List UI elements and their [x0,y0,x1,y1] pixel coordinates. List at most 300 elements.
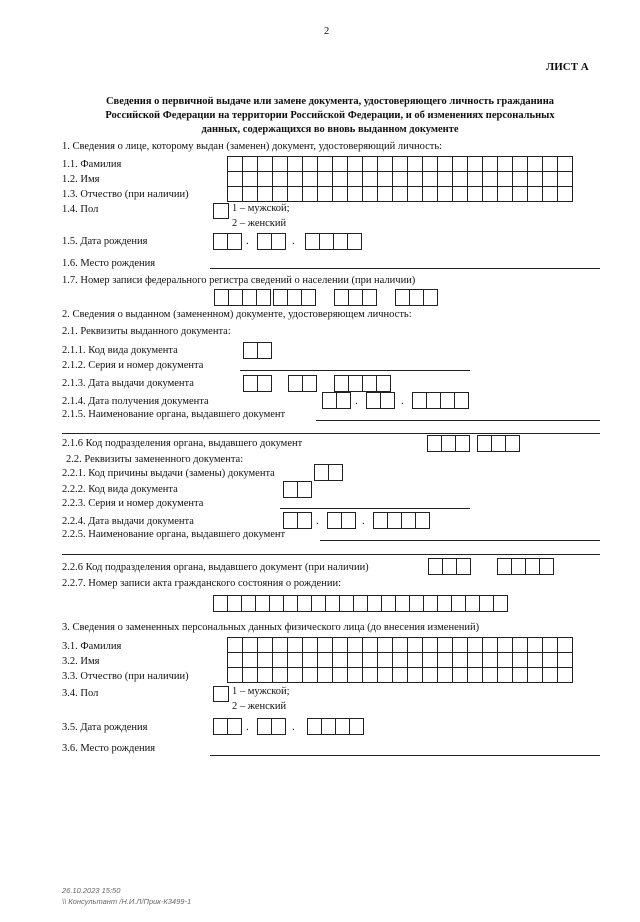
char-cell[interactable] [228,653,243,668]
char-box[interactable] [297,481,312,498]
char-cell[interactable] [348,638,363,653]
char-cell[interactable] [468,157,483,172]
receive-date-day[interactable] [322,392,351,409]
char-box[interactable] [334,375,349,392]
char-box[interactable] [288,375,303,392]
char-cell[interactable] [228,172,243,187]
char-box[interactable] [336,392,351,409]
char-cell[interactable] [288,653,303,668]
char-cell[interactable] [288,172,303,187]
char-cell[interactable] [558,668,573,683]
char-box[interactable] [213,595,228,612]
label-doc-type-code: 2.1.1. Код вида документа [62,345,178,356]
char-cell[interactable] [393,172,408,187]
char-box[interactable] [381,595,396,612]
replaced-series-number-line[interactable] [280,508,470,509]
char-cell[interactable] [408,187,423,202]
char-cell[interactable] [408,172,423,187]
char-cell[interactable] [363,653,378,668]
char-cell[interactable] [528,653,543,668]
char-box[interactable] [428,558,443,575]
receive-date-year[interactable] [412,392,469,409]
char-cell[interactable] [498,638,513,653]
char-cell[interactable] [483,172,498,187]
label-old-birth-date: 3.5. Дата рождения [62,722,148,733]
char-cell[interactable] [303,668,318,683]
char-box[interactable] [228,289,243,306]
label-sex: 1.4. Пол [62,204,99,215]
char-box[interactable] [380,392,395,409]
char-box[interactable] [387,512,402,529]
char-box[interactable] [273,289,288,306]
old-sex-checkbox[interactable] [213,686,229,702]
section-1-heading: 1. Сведения о лице, которому выдан (заменен) документ, удостоверяющий личность: [62,141,443,152]
char-box[interactable] [269,595,284,612]
char-cell[interactable] [453,187,468,202]
reason-code-boxes[interactable] [314,464,343,481]
char-cell[interactable] [318,668,333,683]
replaced-issuer-name-line[interactable] [320,540,600,541]
char-cell[interactable] [333,187,348,202]
char-cell[interactable] [258,668,273,683]
char-cell[interactable] [393,638,408,653]
char-box[interactable] [242,289,257,306]
char-box[interactable] [505,435,520,452]
char-cell[interactable] [243,653,258,668]
char-cell[interactable] [273,172,288,187]
char-cell[interactable] [513,187,528,202]
issuer-code-part-1[interactable] [427,435,470,452]
char-box[interactable] [302,375,317,392]
char-box[interactable] [376,375,391,392]
char-cell[interactable] [243,172,258,187]
registry-block-4[interactable] [395,289,438,306]
char-cell[interactable] [468,172,483,187]
char-box[interactable] [409,595,424,612]
char-cell[interactable] [498,668,513,683]
char-cell[interactable] [513,668,528,683]
char-cell[interactable] [543,187,558,202]
char-cell[interactable] [543,668,558,683]
label-old-name: 3.2. Имя [62,656,100,667]
char-cell[interactable] [348,668,363,683]
char-cell[interactable] [333,172,348,187]
section-3-heading: 3. Сведения о замененных персональных данных физического лица (до внесения изменений) [62,622,480,633]
old-birth-place-line[interactable] [210,755,600,756]
char-cell[interactable] [288,668,303,683]
char-box[interactable] [373,512,388,529]
char-box[interactable] [353,595,368,612]
char-box[interactable] [257,342,272,359]
char-box[interactable] [347,233,362,250]
section-2-heading: 2. Сведения о выданном (замененном) документе, удостоверяющем личность: [62,309,412,320]
issue-date-day[interactable] [243,375,272,392]
label-old-surname: 3.1. Фамилия [62,641,122,652]
char-box[interactable] [255,595,270,612]
char-cell[interactable] [243,157,258,172]
char-cell[interactable] [498,653,513,668]
char-cell[interactable] [318,653,333,668]
char-cell[interactable] [513,653,528,668]
char-cell[interactable] [408,668,423,683]
char-cell[interactable] [273,187,288,202]
char-cell[interactable] [333,653,348,668]
birth-date-year[interactable] [305,233,362,250]
char-cell[interactable] [273,668,288,683]
char-cell[interactable] [273,653,288,668]
char-cell[interactable] [408,653,423,668]
char-cell[interactable] [423,172,438,187]
char-box[interactable] [440,392,455,409]
char-box[interactable] [227,595,242,612]
char-cell[interactable] [528,157,543,172]
char-box[interactable] [241,595,256,612]
char-box[interactable] [256,289,271,306]
char-cell[interactable] [318,157,333,172]
registry-block-2[interactable] [273,289,316,306]
char-cell[interactable] [363,157,378,172]
label-replaced-issuer-code: 2.2.6 Код подразделения органа, выдавшего документ (при наличии) [62,562,369,573]
form-title-line-1: Сведения о первичной выдаче или замене документа, удостоверяющего личность гражданина [105,96,555,107]
char-box[interactable] [479,595,494,612]
char-box[interactable] [243,342,258,359]
char-cell[interactable] [438,653,453,668]
char-box[interactable] [319,233,334,250]
char-cell[interactable] [483,653,498,668]
label-replaced-doc-type-code: 2.2.2. Код вида документа [62,484,178,495]
char-box[interactable] [415,512,430,529]
char-cell[interactable] [258,638,273,653]
char-box[interactable] [441,435,456,452]
char-cell[interactable] [528,172,543,187]
char-box[interactable] [367,595,382,612]
char-cell[interactable] [558,172,573,187]
issue-date-year[interactable] [334,375,391,392]
char-box[interactable] [395,595,410,612]
char-box[interactable] [401,512,416,529]
label-old-birth-place: 3.6. Место рождения [62,743,156,754]
old-sex-option-male: 1 – мужской; [232,686,290,697]
char-cell[interactable] [378,668,393,683]
char-cell[interactable] [438,668,453,683]
char-box[interactable] [362,375,377,392]
char-cell[interactable] [393,653,408,668]
char-cell[interactable] [258,157,273,172]
char-box[interactable] [325,595,340,612]
label-replaced-issuer-name: 2.2.5. Наименование органа, выдавшего документ [62,529,286,540]
char-box[interactable] [257,233,272,250]
page-number: 2 [324,26,330,37]
char-box[interactable] [327,512,342,529]
char-cell[interactable] [303,653,318,668]
char-cell[interactable] [468,653,483,668]
char-box[interactable] [283,481,298,498]
old-name-grid[interactable] [227,637,573,683]
form-title-line-3: данных, содержащихся во вновь выданном документе [201,124,459,135]
char-cell[interactable] [513,638,528,653]
char-cell[interactable] [393,157,408,172]
char-cell[interactable] [363,638,378,653]
char-cell[interactable] [513,172,528,187]
char-cell[interactable] [303,187,318,202]
char-box[interactable] [305,233,320,250]
birth-date-month[interactable] [257,233,286,250]
char-box[interactable] [349,718,364,735]
label-issue-date: 2.1.3. Дата выдачи документа [62,378,194,389]
char-cell[interactable] [258,187,273,202]
replaced-issue-date-month[interactable] [327,512,356,529]
char-cell[interactable] [558,638,573,653]
char-cell[interactable] [333,668,348,683]
char-cell[interactable] [318,187,333,202]
char-box[interactable] [409,289,424,306]
receive-date-month[interactable] [366,392,395,409]
char-cell[interactable] [468,668,483,683]
char-box[interactable] [311,595,326,612]
char-cell[interactable] [438,187,453,202]
char-cell[interactable] [483,638,498,653]
char-cell[interactable] [378,653,393,668]
char-cell[interactable] [423,668,438,683]
char-cell[interactable] [243,638,258,653]
char-box[interactable] [314,464,329,481]
char-cell[interactable] [333,638,348,653]
char-box[interactable] [271,718,286,735]
civil-record-boxes[interactable] [213,595,508,612]
char-box[interactable] [213,233,228,250]
char-box[interactable] [511,558,526,575]
char-cell[interactable] [453,668,468,683]
replaced-doc-heading: 2.2. Реквизиты замененного документа: [66,454,244,465]
char-box[interactable] [257,375,272,392]
char-cell[interactable] [363,668,378,683]
char-box[interactable] [497,558,512,575]
char-cell[interactable] [468,638,483,653]
char-cell[interactable] [258,172,273,187]
char-box[interactable] [426,392,441,409]
issue-date-month[interactable] [288,375,317,392]
char-cell[interactable] [333,157,348,172]
label-replaced-series-number: 2.2.3. Серия и номер документа [62,498,204,509]
char-box[interactable] [455,435,470,452]
char-box[interactable] [525,558,540,575]
char-cell[interactable] [483,187,498,202]
char-box[interactable] [301,289,316,306]
char-cell[interactable] [378,157,393,172]
char-box[interactable] [491,435,506,452]
char-box[interactable] [366,392,381,409]
replaced-issue-date-day[interactable] [283,512,312,529]
char-cell[interactable] [273,638,288,653]
char-cell[interactable] [543,653,558,668]
char-box[interactable] [283,512,298,529]
char-cell[interactable] [513,157,528,172]
char-box[interactable] [321,718,336,735]
char-box[interactable] [477,435,492,452]
char-cell[interactable] [498,187,513,202]
char-box[interactable] [297,512,312,529]
char-cell[interactable] [498,172,513,187]
label-replaced-issue-date: 2.2.4. Дата выдачи документа [62,516,194,527]
char-cell[interactable] [378,172,393,187]
char-box[interactable] [454,392,469,409]
char-cell[interactable] [543,172,558,187]
registry-block-1[interactable] [214,289,271,306]
char-cell[interactable] [423,157,438,172]
name-grid[interactable] [227,156,573,202]
char-cell[interactable] [243,668,258,683]
char-box[interactable] [348,375,363,392]
char-box[interactable] [333,233,348,250]
char-cell[interactable] [423,187,438,202]
char-cell[interactable] [453,157,468,172]
birth-date-day[interactable] [213,233,242,250]
char-cell[interactable] [288,638,303,653]
char-box[interactable] [493,595,508,612]
birth-place-line[interactable] [210,268,600,269]
char-box[interactable] [442,558,457,575]
char-cell[interactable] [228,638,243,653]
char-cell[interactable] [258,653,273,668]
char-cell[interactable] [363,172,378,187]
issuer-code-part-2[interactable] [477,435,520,452]
issuer-name-line-2[interactable] [62,433,600,434]
label-reason-code: 2.2.1. Код причины выдачи (замены) документа [62,468,275,479]
char-cell[interactable] [348,653,363,668]
label-civil-record: 2.2.7. Номер записи акта гражданского состояния о рождении: [62,578,341,589]
char-cell[interactable] [498,157,513,172]
replaced-issuer-code-part-2[interactable] [497,558,554,575]
old-birth-date-year[interactable] [307,718,364,735]
char-box[interactable] [348,289,363,306]
char-cell[interactable] [228,187,243,202]
char-cell[interactable] [228,157,243,172]
char-box[interactable] [257,718,272,735]
char-cell[interactable] [558,653,573,668]
char-cell[interactable] [528,668,543,683]
char-cell[interactable] [438,172,453,187]
char-box[interactable] [395,289,410,306]
replaced-issuer-name-line-2[interactable] [62,554,600,555]
label-issuer-code: 2.1.6 Код подразделения органа, выдавшего документ [62,438,303,449]
char-cell[interactable] [303,157,318,172]
char-box[interactable] [437,595,452,612]
replaced-issue-date-year[interactable] [373,512,430,529]
label-series-number: 2.1.2. Серия и номер документа [62,360,204,371]
char-cell[interactable] [303,638,318,653]
series-number-line[interactable] [240,370,470,371]
char-cell[interactable] [438,638,453,653]
char-box[interactable] [423,289,438,306]
char-cell[interactable] [543,638,558,653]
char-box[interactable] [341,512,356,529]
char-cell[interactable] [408,638,423,653]
char-cell[interactable] [393,668,408,683]
char-box[interactable] [423,595,438,612]
replaced-issuer-code-part-1[interactable] [428,558,471,575]
char-cell[interactable] [228,668,243,683]
char-cell[interactable] [543,157,558,172]
char-cell[interactable] [318,638,333,653]
char-box[interactable] [339,595,354,612]
registry-block-3[interactable] [334,289,377,306]
char-cell[interactable] [288,157,303,172]
char-cell[interactable] [483,668,498,683]
char-box[interactable] [287,289,302,306]
char-cell[interactable] [558,187,573,202]
label-birth-date: 1.5. Дата рождения [62,236,148,247]
char-box[interactable] [335,718,350,735]
char-cell[interactable] [288,187,303,202]
char-box[interactable] [297,595,312,612]
label-patronymic: 1.3. Отчество (при наличии) [62,189,189,200]
char-box[interactable] [451,595,466,612]
char-cell[interactable] [468,187,483,202]
char-cell[interactable] [528,187,543,202]
old-birth-date-day[interactable] [213,718,242,735]
char-box[interactable] [283,595,298,612]
char-cell[interactable] [378,638,393,653]
char-box[interactable] [334,289,349,306]
sheet-label: ЛИСТ А [546,61,589,73]
char-box[interactable] [243,375,258,392]
doc-type-code-boxes[interactable] [243,342,272,359]
char-box[interactable] [412,392,427,409]
char-box[interactable] [214,289,229,306]
char-box[interactable] [227,718,242,735]
sex-checkbox[interactable] [213,203,229,219]
char-box[interactable] [271,233,286,250]
footer-code: \\ Консультант /Н.И.Л/Прик-К3499-1 [62,897,192,906]
char-cell[interactable] [423,653,438,668]
char-box[interactable] [362,289,377,306]
char-cell[interactable] [558,157,573,172]
char-box[interactable] [465,595,480,612]
char-box[interactable] [307,718,322,735]
issuer-name-line[interactable] [316,420,600,421]
char-cell[interactable] [273,157,288,172]
char-cell[interactable] [303,172,318,187]
label-receive-date: 2.1.4. Дата получения документа [62,396,209,407]
replaced-doc-type-code-boxes[interactable] [283,481,312,498]
char-cell[interactable] [528,638,543,653]
char-cell[interactable] [243,187,258,202]
char-cell[interactable] [453,638,468,653]
char-cell[interactable] [438,157,453,172]
char-box[interactable] [539,558,554,575]
char-cell[interactable] [348,157,363,172]
char-box[interactable] [213,718,228,735]
char-cell[interactable] [363,187,378,202]
char-cell[interactable] [483,157,498,172]
char-box[interactable] [427,435,442,452]
char-box[interactable] [328,464,343,481]
old-birth-date-month[interactable] [257,718,286,735]
char-cell[interactable] [318,172,333,187]
char-cell[interactable] [408,157,423,172]
char-cell[interactable] [348,172,363,187]
char-box[interactable] [227,233,242,250]
char-cell[interactable] [453,653,468,668]
char-cell[interactable] [393,187,408,202]
char-cell[interactable] [423,638,438,653]
char-box[interactable] [456,558,471,575]
char-cell[interactable] [378,187,393,202]
label-surname: 1.1. Фамилия [62,159,122,170]
char-box[interactable] [322,392,337,409]
char-cell[interactable] [453,172,468,187]
char-cell[interactable] [348,187,363,202]
